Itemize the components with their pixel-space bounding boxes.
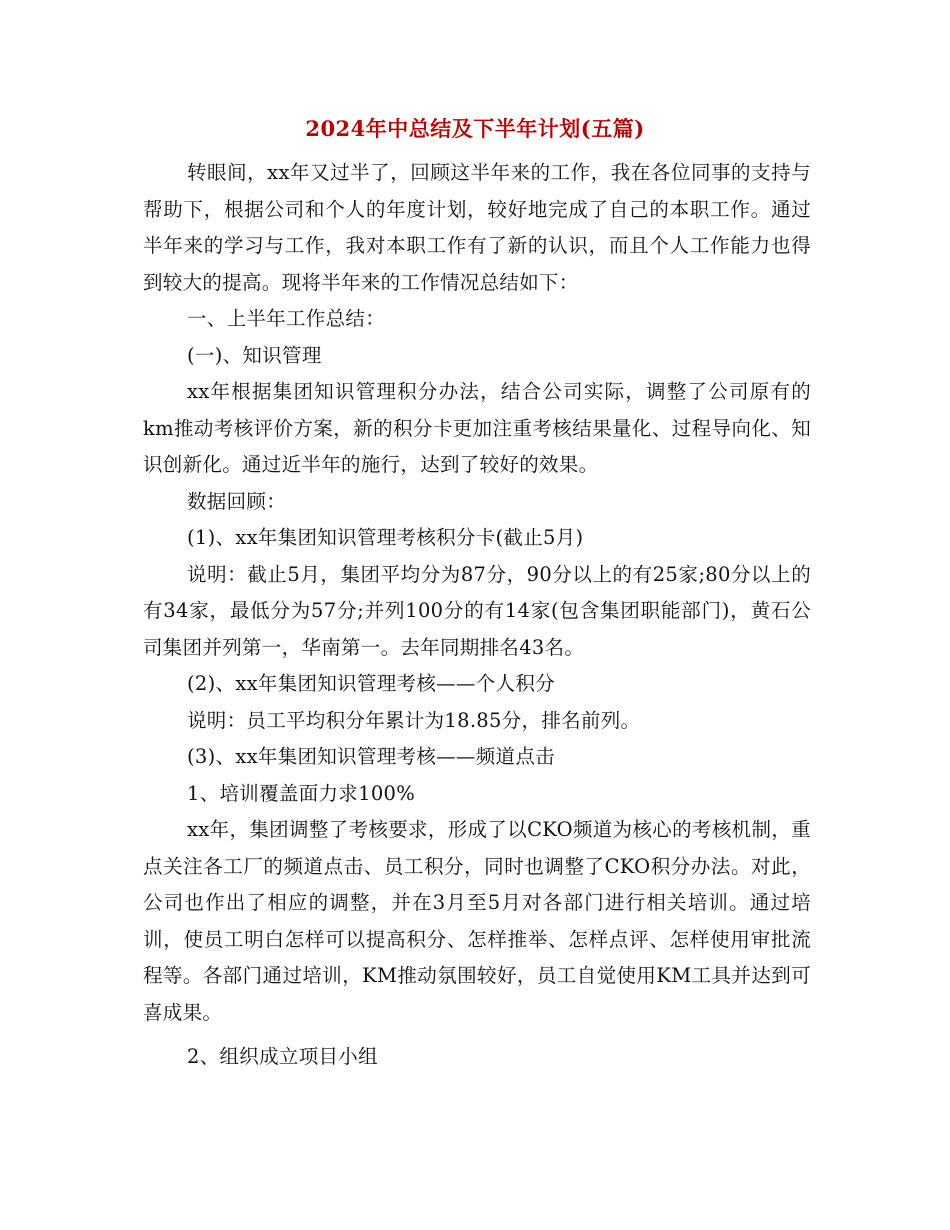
- item-channel-clicks: (3)、xx年集团知识管理考核——频道点击: [187, 745, 555, 768]
- label-data-review: 数据回顾：: [187, 489, 287, 513]
- heading-project-team: 2、组织成立项目小组: [187, 1045, 378, 1068]
- section-heading-first-half-summary: 一、上半年工作总结：: [187, 307, 386, 330]
- heading-training-coverage: 1、培训覆盖面力求100%: [187, 781, 416, 805]
- page-title: 2024年中总结及下半年计划(五篇): [305, 116, 645, 141]
- paragraph-km-method: xx年根据集团知识管理积分办法，结合公司实际，调整了公司原有的km推动考核评价方案，新的积分卡更加注重考核结果量化、过程导向化、知识创新化。通过近半年的施行，达到了较好的效果。: [143, 380, 811, 476]
- document-body: [143, 155, 811, 1076]
- paragraph-scorecard-note: 说明：截止5月，集团平均分为87分，90分以上的有25家;80分以上的有34家，最低分为57分;并列100分的有14家(包含集团职能部门)，黄石公司集团并列第一，华南第一。去年同期排名43名。: [143, 562, 811, 659]
- item-personal-points: (2)、xx年集团知识管理考核——个人积分: [187, 672, 555, 695]
- paragraph-intro: 转眼间，xx年又过半了，回顾这半年来的工作，我在各位同事的支持与帮助下，根据公司和个人的年度计划，较好地完成了自己的本职工作。通过半年来的学习与工作，我对本职工作有了新的认识，而且个人工作能力也得到较大的提高。现将半年来的工作情况总结如下：: [143, 161, 811, 294]
- paragraph-personal-points-note: 说明：员工平均积分年累计为18.85分，排名前列。: [187, 708, 641, 732]
- paragraph-training: xx年，集团调整了考核要求，形成了以CKO频道为核心的考核机制，重点关注各工厂的频道点击、员工积分，同时也调整了CKO积分办法。对此，公司也作出了相应的调整，并在3月至5月对各部门进行相关培训。通过培训，使员工明白怎样可以提高积分、怎样推举、怎样点评、怎样使用审批流程等。各部门通过培训，KM推动氛围较好，员工自觉使用KM工具并达到可喜成果。: [143, 818, 811, 1024]
- subsection-heading-knowledge-management: (一)、知识管理: [187, 343, 322, 367]
- item-scorecard: (1)、xx年集团知识管理考核积分卡(截止5月): [187, 526, 584, 549]
